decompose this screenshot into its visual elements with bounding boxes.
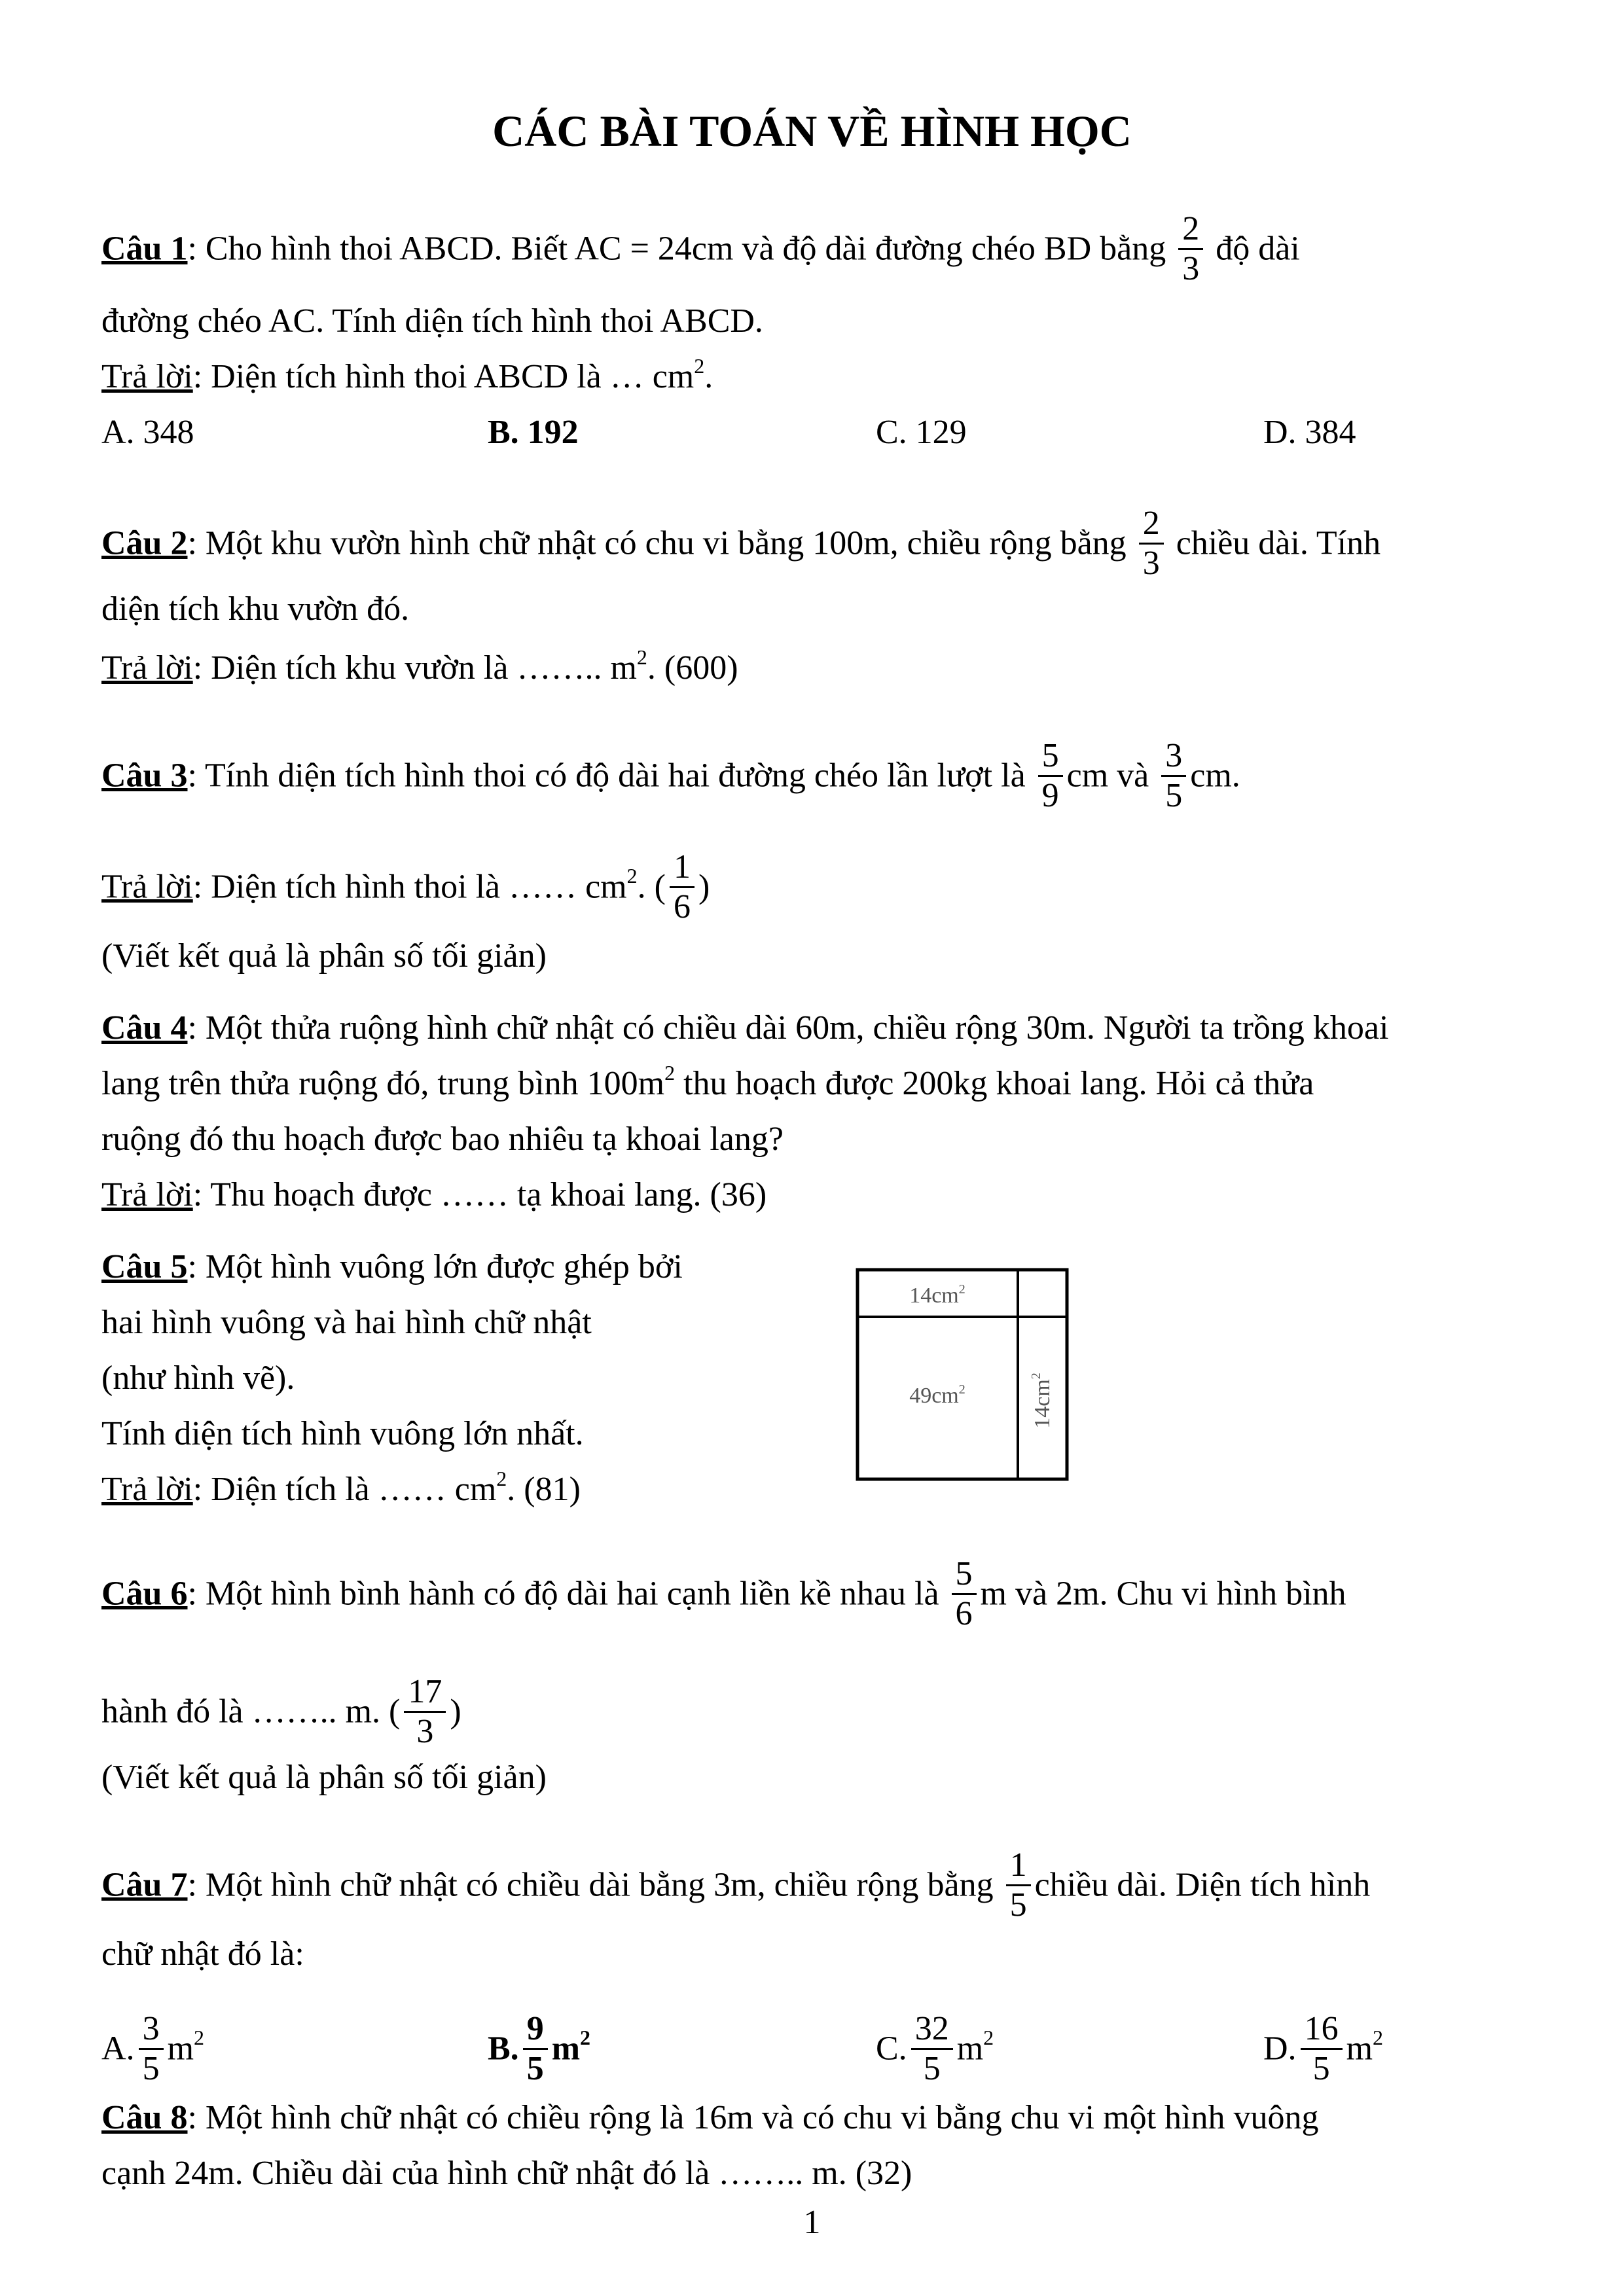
q1-label: Câu 1 <box>101 230 188 268</box>
q7-option-b: B. $\frac{9}{5}$ $m^2$ <box>488 2010 591 2087</box>
q2-label: Câu 2 <box>101 524 188 562</box>
figure-side-label: $14cm^2$ <box>1029 1372 1055 1429</box>
q1-option-d: D. 384 <box>1263 414 1356 451</box>
q7-option-d: D. $\frac{16}{5}$ $m^2$ <box>1263 2010 1384 2087</box>
q3-label: Câu 3 <box>101 757 188 795</box>
q4-line2: lang trên thửa ruộng đó, trung bình $100m^2$ thu hoạch được 200kg khoai lang. Hỏi cả thửa <box>101 1060 1314 1102</box>
q6-label: Câu 6 <box>101 1575 188 1613</box>
q4-label: Câu 4 <box>101 1009 188 1047</box>
q4-line3: ruộng đó thu hoạch được bao nhiêu tạ khoai lang? <box>101 1121 784 1158</box>
q6-fraction: $\frac{5}{6}$ <box>952 1555 977 1633</box>
q6-note: (Viết kết quả là phân số tối giản) <box>101 1759 547 1796</box>
q6-line1: Câu 6: Một hình bình hành có độ dài hai cạnh liền kề nhau là $\frac{5}{6}$ m và 2m. Chu vi hình bình <box>101 1555 1346 1632</box>
q1-fraction: $\frac{2}{3}$ <box>1178 210 1203 288</box>
q5-figure <box>851 1263 1074 1486</box>
q8-line1: Câu 8: Một hình chữ nhật có chiều rộng là 16m và có chu vi bằng chu vi một hình vuông <box>101 2099 1319 2136</box>
q3-fraction-1: $\frac{5}{9}$ <box>1038 737 1063 815</box>
q4-answer-label: Trả lời <box>101 1176 193 1213</box>
q2-fraction: $\frac{2}{3}$ <box>1139 505 1164 583</box>
q3-answer: Trả lời: Diện tích hình thoi là …… $cm^2$. ( $\frac{1}{6}$ ) <box>101 848 710 925</box>
q7-line2: chữ nhật đó là: <box>101 1935 304 1973</box>
q2-line1: Câu 2: Một khu vườn hình chữ nhật có chu vi bằng 100m, chiều rộng bằng $\frac{2}{3}$ chiều dài. Tính <box>101 505 1381 582</box>
q6-answer-fraction: $\frac{17}{3}$ <box>404 1673 446 1751</box>
q7-label: Câu 7 <box>101 1866 188 1904</box>
q7-fraction: $\frac{1}{5}$ <box>1006 1846 1031 1924</box>
q2-answer: Trả lời: Diện tích khu vườn là …….. $m^2$. (600) <box>101 645 738 687</box>
figure-top-label: $14cm^2$ <box>909 1282 965 1308</box>
q5-line1: Câu 5: Một hình vuông lớn được ghép bởi <box>101 1248 683 1285</box>
q7-option-a: A. $\frac{3}{5}$ $m^2$ <box>101 2010 205 2087</box>
q3-line1: Câu 3: Tính diện tích hình thoi có độ dài hai đường chéo lần lượt là $\frac{5}{9}$ cm và $\frac{3}{5}$ cm. <box>101 737 1240 814</box>
q1-option-a: A. 348 <box>101 414 194 451</box>
q3-fraction-2: $\frac{3}{5}$ <box>1161 737 1186 815</box>
q1-option-c: C. 129 <box>876 414 967 451</box>
q5-label: Câu 5 <box>101 1248 188 1285</box>
q1-answer: Trả lời: Diện tích hình thoi ABCD là … $cm^2$. <box>101 353 713 395</box>
q8-label: Câu 8 <box>101 2099 188 2136</box>
page-number: 1 <box>803 2204 821 2241</box>
q1-line1: Câu 1: Cho hình thoi ABCD. Biết AC = 24cm và độ dài đường chéo BD bằng $\frac{2}{3}$ độ dài <box>101 210 1300 287</box>
q6-line2: hành đó là …….. m. ( $\frac{17}{3}$ ) <box>101 1673 461 1750</box>
q1-answer-label: Trả lời <box>101 358 193 395</box>
q8-line2: cạnh 24m. Chiều dài của hình chữ nhật đó là …….. m. (32) <box>101 2155 912 2192</box>
q3-answer-fraction: $\frac{1}{6}$ <box>670 848 695 926</box>
q5-line2: hai hình vuông và hai hình chữ nhật <box>101 1304 592 1341</box>
q4-answer: Trả lời: Thu hoạch được …… tạ khoai lang. (36) <box>101 1176 767 1213</box>
q4-line1: Câu 4: Một thửa ruộng hình chữ nhật có chiều dài 60m, chiều rộng 30m. Người ta trồng khoai <box>101 1009 1389 1047</box>
q3-answer-label: Trả lời <box>101 868 193 906</box>
q1-line2: đường chéo AC. Tính diện tích hình thoi ABCD. <box>101 302 763 340</box>
q1-option-b: B. 192 <box>488 414 579 451</box>
q5-line3: (như hình vẽ). <box>101 1359 295 1397</box>
figure-middle-label: $49cm^2$ <box>909 1382 965 1408</box>
q2-line2: diện tích khu vườn đó. <box>101 590 410 628</box>
q7-option-c: C. $\frac{32}{5}$ $m^2$ <box>876 2010 994 2087</box>
q3-note: (Viết kết quả là phân số tối giản) <box>101 937 547 975</box>
q5-line4: Tính diện tích hình vuông lớn nhất. <box>101 1415 584 1452</box>
q5-answer-label: Trả lời <box>101 1471 193 1508</box>
page-title: CÁC BÀI TOÁN VỀ HÌNH HỌC <box>492 106 1132 156</box>
q5-answer: Trả lời: Diện tích là …… $cm^2$. (81) <box>101 1466 581 1508</box>
q7-line1: Câu 7: Một hình chữ nhật có chiều dài bằng 3m, chiều rộng bằng $\frac{1}{5}$ chiều dài. Diện tích hình <box>101 1846 1371 1924</box>
q2-answer-label: Trả lời <box>101 649 193 687</box>
